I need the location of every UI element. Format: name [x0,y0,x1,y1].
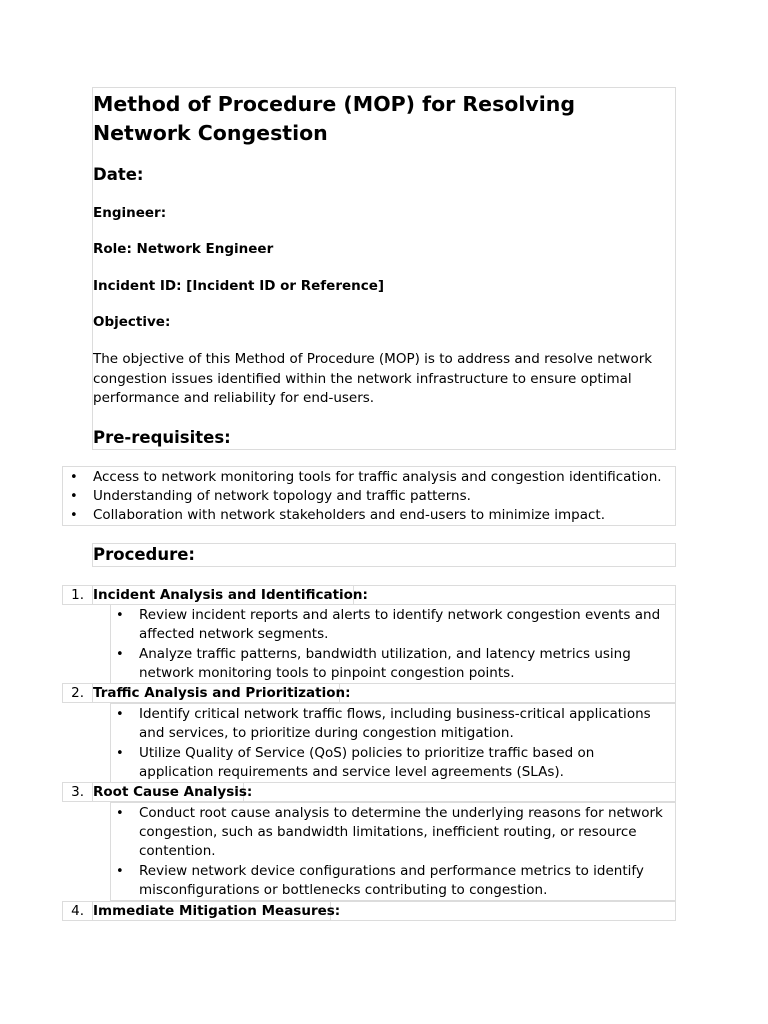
step-number: 2. [71,685,84,701]
bullet-icon: • [70,470,78,485]
bullet-icon: • [70,508,78,523]
prereq-heading: Pre-requisites: [93,428,231,447]
engineer-label: Engineer: [93,205,167,221]
bullet-icon: • [116,608,124,623]
bullet-icon: • [116,707,124,722]
step-item-line: Review network device configurations and performance metrics to identify [139,863,644,879]
incident-id-label: Incident ID: [Incident ID or Reference] [93,278,385,294]
objective-label: Objective: [93,314,171,330]
step-title: Immediate Mitigation Measures: [93,903,341,919]
step-number: 4. [71,903,84,919]
step-item-line: Review incident reports and alerts to identify network congestion events and [139,607,661,623]
date-label: Date: [93,165,144,184]
prereq-text: Understanding of network topology and traffic patterns. [93,488,471,504]
step-item-line: misconfigurations or bottlenecks contributing to congestion. [139,882,548,898]
bullet-icon: • [116,864,124,879]
role-label: Role: Network Engineer [93,241,274,257]
step-item-line: Conduct root cause analysis to determine the underlying reasons for network [139,805,663,821]
objective-text: The objective of this Method of Procedure (MOP) is to address and resolve network congestion issues identified within the network infrastructure to ensure optimal performance and reliability for end-users. [93,351,653,406]
step-title: Root Cause Analysis: [93,784,253,800]
bullet-icon: • [116,647,124,662]
prereq-text: Collaboration with network stakeholders and end-users to minimize impact. [93,507,606,523]
step-item-line: affected network segments. [139,626,329,642]
bullet-icon: • [116,746,124,761]
step-number: 3. [71,784,84,800]
step-title: Traffic Analysis and Prioritization: [93,685,351,701]
step-title: Incident Analysis and Identification: [93,587,368,603]
step-item-line: Analyze traffic patterns, bandwidth utilization, and latency metrics using [139,646,631,662]
step-number: 1. [71,587,84,603]
bullet-icon: • [70,489,78,504]
procedure-heading: Procedure: [93,545,196,564]
step-item-line: congestion, such as bandwidth limitations, inefficient routing, or resource [139,824,637,840]
step-item-line: Identify critical network traffic flows, including business-critical applications [139,706,651,722]
step-item-line: application requirements and service level agreements (SLAs). [139,764,564,780]
prereq-text: Access to network monitoring tools for traffic analysis and congestion identification. [93,469,662,485]
step-item-line: network monitoring tools to pinpoint congestion points. [139,665,515,681]
page-title: Method of Procedure (MOP) for Resolving Network Congestion [93,92,576,145]
step-item-line: and services, to prioritize during congestion mitigation. [139,725,514,741]
step-item-line: Utilize Quality of Service (QoS) policies to prioritize traffic based on [139,745,595,761]
bullet-icon: • [116,806,124,821]
step-item-line: contention. [139,843,216,859]
